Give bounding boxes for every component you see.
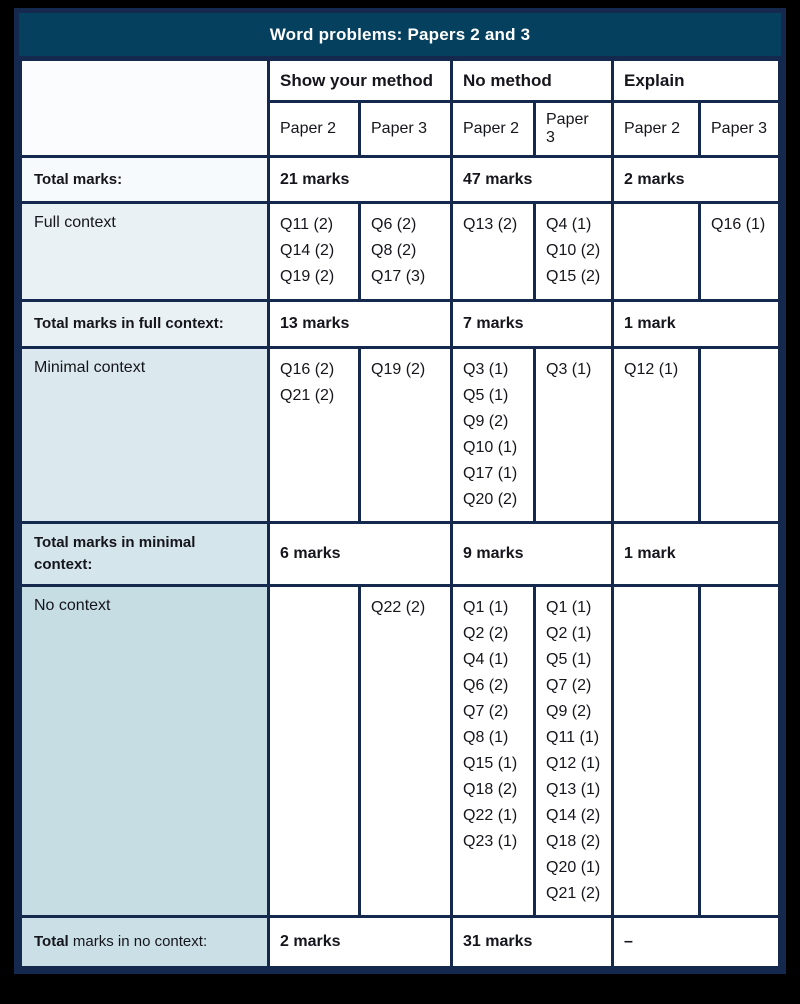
question-entry: Q5 (1) — [546, 651, 592, 668]
question-cell — [361, 587, 450, 915]
question-entry: Q2 (1) — [546, 625, 592, 642]
corner-cell — [22, 61, 267, 155]
table-row-total-marks — [22, 158, 778, 201]
question-entry: Q16 (1) — [711, 216, 766, 233]
table-row-total-minimal-context — [22, 524, 778, 584]
question-entry: Q21 (2) — [280, 387, 335, 404]
row-label — [22, 524, 267, 584]
table-header — [22, 61, 778, 155]
question-cell — [614, 587, 698, 915]
group-header-row — [270, 61, 778, 100]
question-entry: Q1 (1) — [463, 599, 509, 616]
table-row-total-no-context — [22, 918, 778, 966]
question-entry: Q19 (2) — [280, 268, 335, 285]
row-label — [22, 587, 267, 915]
column-header-paper3: Paper 3 — [701, 103, 778, 155]
question-entry: Q13 (2) — [463, 216, 518, 233]
total-value: 9 marks — [453, 524, 611, 584]
total-value: 1 mark — [614, 302, 778, 346]
question-entry: Q21 (2) — [546, 885, 601, 902]
question-cell — [361, 349, 450, 521]
question-entry: Q9 (2) — [546, 703, 592, 720]
question-entry: Q22 (2) — [371, 599, 426, 616]
question-cell — [536, 204, 611, 299]
question-entry: Q6 (2) — [463, 677, 509, 694]
question-entry: Q10 (2) — [546, 242, 601, 259]
question-cell — [270, 204, 358, 299]
question-entry: Q5 (1) — [463, 387, 509, 404]
question-cell — [701, 349, 778, 521]
column-group-no-method: No method — [453, 61, 611, 100]
row-label — [22, 918, 267, 966]
question-entry: Q15 (2) — [546, 268, 601, 285]
question-entry: Q13 (1) — [546, 781, 601, 798]
question-entry: Q12 (1) — [624, 361, 679, 378]
question-entry: Q4 (1) — [463, 651, 509, 668]
question-entry: Q15 (1) — [463, 755, 518, 772]
question-entry: Q14 (2) — [546, 807, 601, 824]
question-cell — [536, 587, 611, 915]
question-entry: Q17 (3) — [371, 268, 426, 285]
question-entry: Q16 (2) — [280, 361, 335, 378]
row-label-text: Full context — [34, 214, 116, 231]
question-entry: Q20 (1) — [546, 859, 601, 876]
question-cell — [270, 349, 358, 521]
total-value: 13 marks — [270, 302, 450, 346]
question-entry: Q6 (2) — [371, 216, 417, 233]
question-cell — [614, 349, 698, 521]
question-entry: Q18 (2) — [463, 781, 518, 798]
question-cell — [701, 204, 778, 299]
column-header-paper3: Paper 3 — [536, 103, 611, 155]
total-value: 31 marks — [453, 918, 611, 966]
table-row-total-full-context — [22, 302, 778, 346]
question-cell — [536, 349, 611, 521]
row-label — [22, 158, 267, 201]
row-label-text: Minimal context — [34, 359, 146, 376]
question-entry: Q9 (2) — [463, 413, 509, 430]
question-entry: Q1 (1) — [546, 599, 592, 616]
question-entry: Q8 (2) — [371, 242, 417, 259]
total-value: 1 mark — [614, 524, 778, 584]
table-row-full-context — [22, 204, 778, 299]
total-value: 47 marks — [453, 158, 611, 201]
table-row-no-context — [22, 587, 778, 915]
total-value: 2 marks — [270, 918, 450, 966]
column-header-paper2: Paper 2 — [453, 103, 533, 155]
column-group-explain: Explain — [614, 61, 778, 100]
question-entry: Q10 (1) — [463, 439, 518, 456]
row-label-text: Total marks in full context: — [34, 315, 224, 332]
total-value: 21 marks — [270, 158, 450, 201]
paper-header-row — [270, 103, 778, 155]
row-label-text: Total marks in no context: — [34, 933, 208, 950]
question-cell — [453, 204, 533, 299]
column-header-paper2: Paper 2 — [614, 103, 698, 155]
question-cell — [453, 349, 533, 521]
dash-value: – — [614, 918, 778, 966]
column-group-show-your-method: Show your method — [270, 61, 450, 100]
question-cell — [361, 204, 450, 299]
question-entry: Q17 (1) — [463, 465, 518, 482]
question-entry: Q11 (1) — [546, 729, 600, 746]
question-entry: Q7 (2) — [546, 677, 592, 694]
table-title: Word problems: Papers 2 and 3 — [269, 24, 531, 44]
total-value: 7 marks — [453, 302, 611, 346]
question-entry: Q12 (1) — [546, 755, 601, 772]
question-entry: Q3 (1) — [546, 361, 592, 378]
question-cell — [270, 587, 358, 915]
marks-table — [19, 58, 781, 969]
row-label-text: Total marks: — [34, 170, 123, 188]
question-entry: Q8 (1) — [463, 729, 509, 746]
question-entry: Q3 (1) — [463, 361, 509, 378]
question-entry: Q4 (1) — [546, 216, 592, 233]
row-label-text: Total marks in minimal context: — [34, 534, 196, 573]
total-value: 2 marks — [614, 158, 778, 201]
question-cell — [614, 204, 698, 299]
question-entry: Q19 (2) — [371, 361, 426, 378]
total-value: 6 marks — [270, 524, 450, 584]
question-cell — [701, 587, 778, 915]
row-label — [22, 204, 267, 299]
question-entry: Q7 (2) — [463, 703, 509, 720]
question-entry: Q11 (2) — [280, 216, 334, 233]
marks-table-frame — [14, 8, 786, 974]
question-entry: Q20 (2) — [463, 491, 518, 508]
column-header-paper3: Paper 3 — [361, 103, 450, 155]
row-label — [22, 349, 267, 521]
question-cell — [453, 587, 533, 915]
row-label — [22, 302, 267, 346]
table-title-band — [19, 13, 781, 58]
table-row-minimal-context — [22, 349, 778, 521]
question-entry: Q18 (2) — [546, 833, 601, 850]
column-header-paper2: Paper 2 — [270, 103, 358, 155]
row-label-text: No context — [34, 597, 111, 614]
question-entry: Q22 (1) — [463, 807, 518, 824]
question-entry: Q23 (1) — [463, 833, 518, 850]
question-entry: Q2 (2) — [463, 625, 509, 642]
question-entry: Q14 (2) — [280, 242, 335, 259]
